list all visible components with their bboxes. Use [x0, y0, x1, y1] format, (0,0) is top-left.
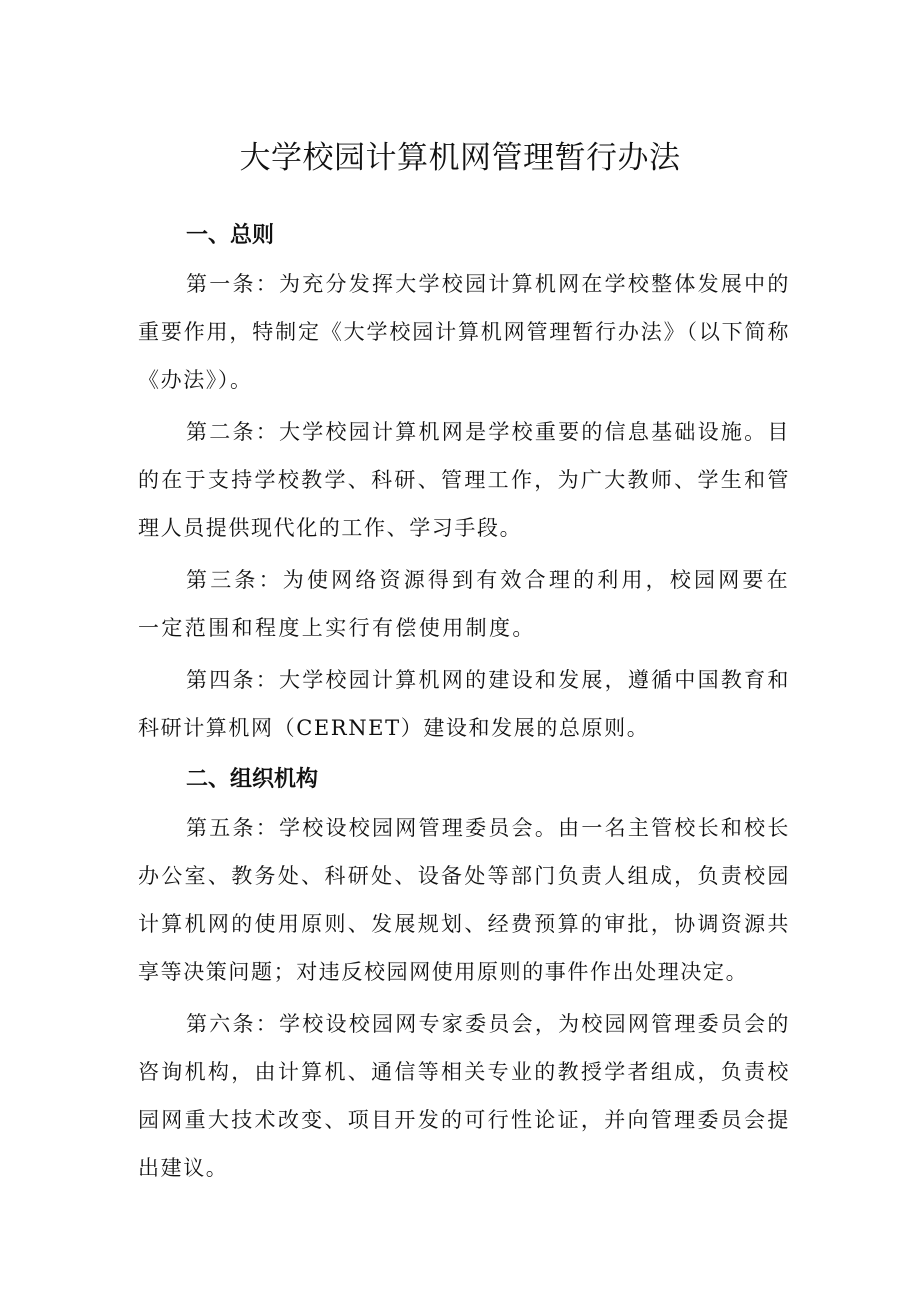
- article-5: 第五条：学校设校园网管理委员会。由一名主管校长和校长办公室、教务处、科研处、设备处等部门负责人组成，负责校园计算机网的使用原则、发展规划、经费预算的审批，协调资源共享等决策问题；对违反校园网使用原则的事件作出处理决定。: [138, 816, 790, 984]
- article-4: 第四条：大学校园计算机网的建设和发展，遵循中国教育和科研计算机网（CERNET）建设和发展的总原则。: [138, 668, 790, 740]
- section-heading-general: 一、总则: [186, 223, 275, 248]
- article-3: 第三条：为使网络资源得到有效合理的利用，校园网要在一定范围和程度上实行有偿使用制度。: [138, 568, 790, 640]
- document-title: 大学校园计算机网管理暂行办法: [239, 140, 681, 176]
- section-heading-organization: 二、组织机构: [186, 767, 319, 792]
- article-2: 第二条：大学校园计算机网是学校重要的信息基础设施。目的在于支持学校教学、科研、管理工作，为广大教师、学生和管理人员提供现代化的工作、学习手段。: [138, 420, 790, 540]
- article-6: 第六条：学校设校园网专家委员会，为校园网管理委员会的咨询机构，由计算机、通信等相关专业的教授学者组成，负责校园网重大技术改变、项目开发的可行性论证，并向管理委员会提出建议。: [138, 1012, 790, 1180]
- article-1: 第一条：为充分发挥大学校园计算机网在学校整体发展中的重要作用，特制定《大学校园计算机网管理暂行办法》（以下简称《办法》）。: [138, 272, 790, 392]
- document-body: [138, 212, 790, 1196]
